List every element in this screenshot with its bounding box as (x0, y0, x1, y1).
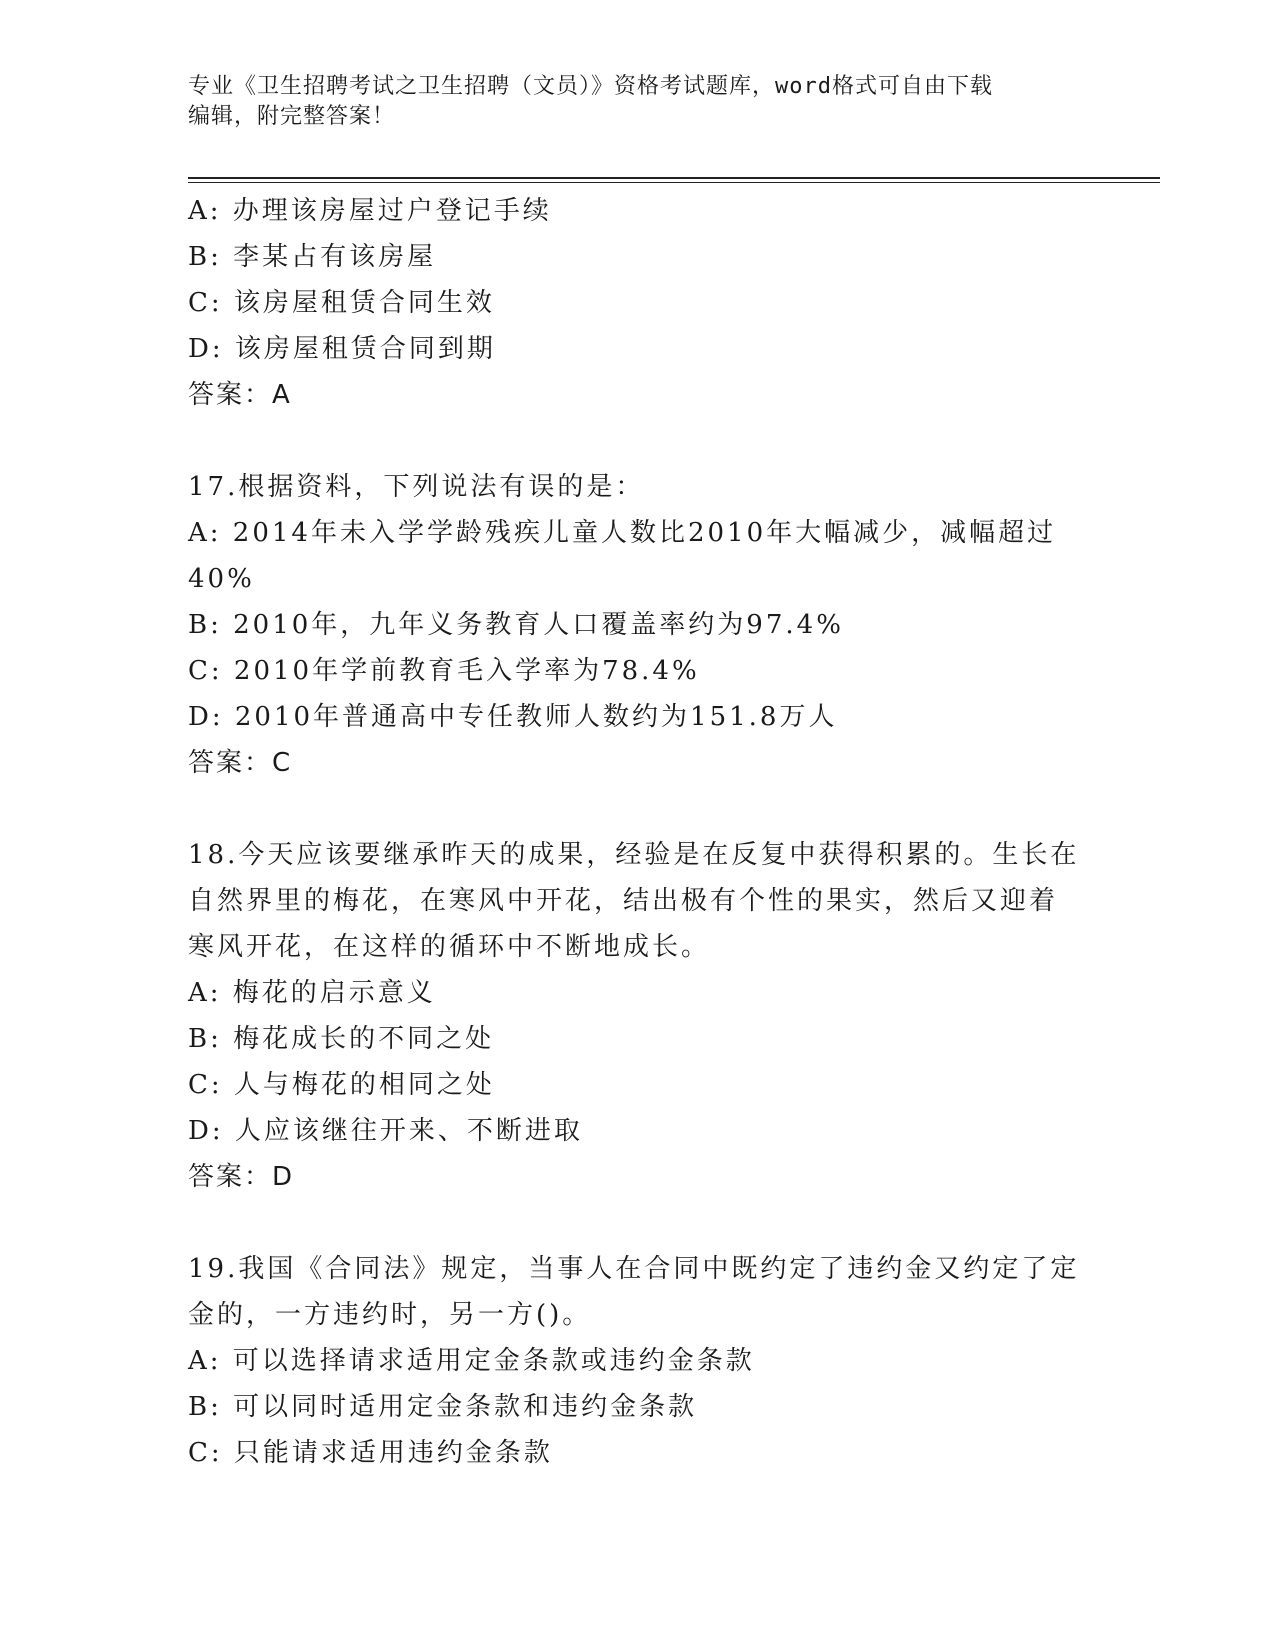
answer-line: 答案：C (188, 748, 293, 778)
option-d: D: 该房屋租赁合同到期 (188, 334, 496, 364)
stem-line: 18.今天应该要继承昨天的成果，经验是在反复中获得积累的。生长在 (188, 840, 1080, 870)
stem-line: 17.根据资料，下列说法有误的是： (188, 472, 645, 502)
question-19 (188, 1246, 1088, 1476)
answer-line: 答案：A (188, 380, 292, 410)
spacer (188, 786, 1088, 832)
page-header (188, 72, 1068, 132)
option-c: C: 只能请求适用违约金条款 (188, 1438, 553, 1468)
option-a: A: 办理该房屋过户登记手续 (188, 196, 552, 226)
header-line-1: 专业《卫生招聘考试之卫生招聘（文员）》资格考试题库，word格式可自由下载 (188, 74, 993, 99)
option-b: B: 可以同时适用定金条款和违约金条款 (188, 1392, 698, 1422)
question-17 (188, 464, 1088, 786)
question-16 (188, 188, 1088, 418)
option-a: A: 梅花的启示意义 (188, 978, 436, 1008)
stem-line: 寒风开花，在这样的循环中不断地成长。 (188, 932, 711, 962)
question-list (188, 188, 1088, 1476)
option-c: C: 2010年学前教育毛入学率为78.4% (188, 656, 700, 686)
option-c: C: 人与梅花的相同之处 (188, 1070, 495, 1100)
option-d: D: 人应该继往开来、不断进取 (188, 1116, 583, 1146)
option-b: B: 2010年，九年义务教育人口覆盖率约为97.4% (188, 610, 844, 640)
header-divider-thin (188, 182, 1160, 183)
stem-line: 自然界里的梅花，在寒风中开花，结出极有个性的果实，然后又迎着 (188, 886, 1059, 916)
option-a-continued: 40% (188, 564, 255, 594)
option-b: B: 李某占有该房屋 (188, 242, 437, 272)
option-d: D: 2010年普通高中专任教师人数约为151.8万人 (188, 702, 838, 732)
option-c: C: 该房屋租赁合同生效 (188, 288, 495, 318)
option-a: A: 2014年未入学学龄残疾儿童人数比2010年大幅减少，减幅超过 (188, 518, 1057, 548)
header-line-2: 编辑，附完整答案！ (188, 104, 396, 129)
question-stem (188, 1246, 1088, 1338)
spacer (188, 418, 1088, 464)
stem-line: 19.我国《合同法》规定，当事人在合同中既约定了违约金又约定了定 (188, 1254, 1080, 1284)
option-a: A: 可以选择请求适用定金条款或违约金条款 (188, 1346, 755, 1376)
question-stem (188, 832, 1088, 970)
stem-line: 金的，一方违约时，另一方()。 (188, 1300, 592, 1330)
question-stem (188, 464, 1088, 510)
spacer (188, 1200, 1088, 1246)
header-divider-thick (188, 177, 1160, 179)
question-18 (188, 832, 1088, 1200)
answer-line: 答案：D (188, 1162, 295, 1192)
option-b: B: 梅花成长的不同之处 (188, 1024, 495, 1054)
